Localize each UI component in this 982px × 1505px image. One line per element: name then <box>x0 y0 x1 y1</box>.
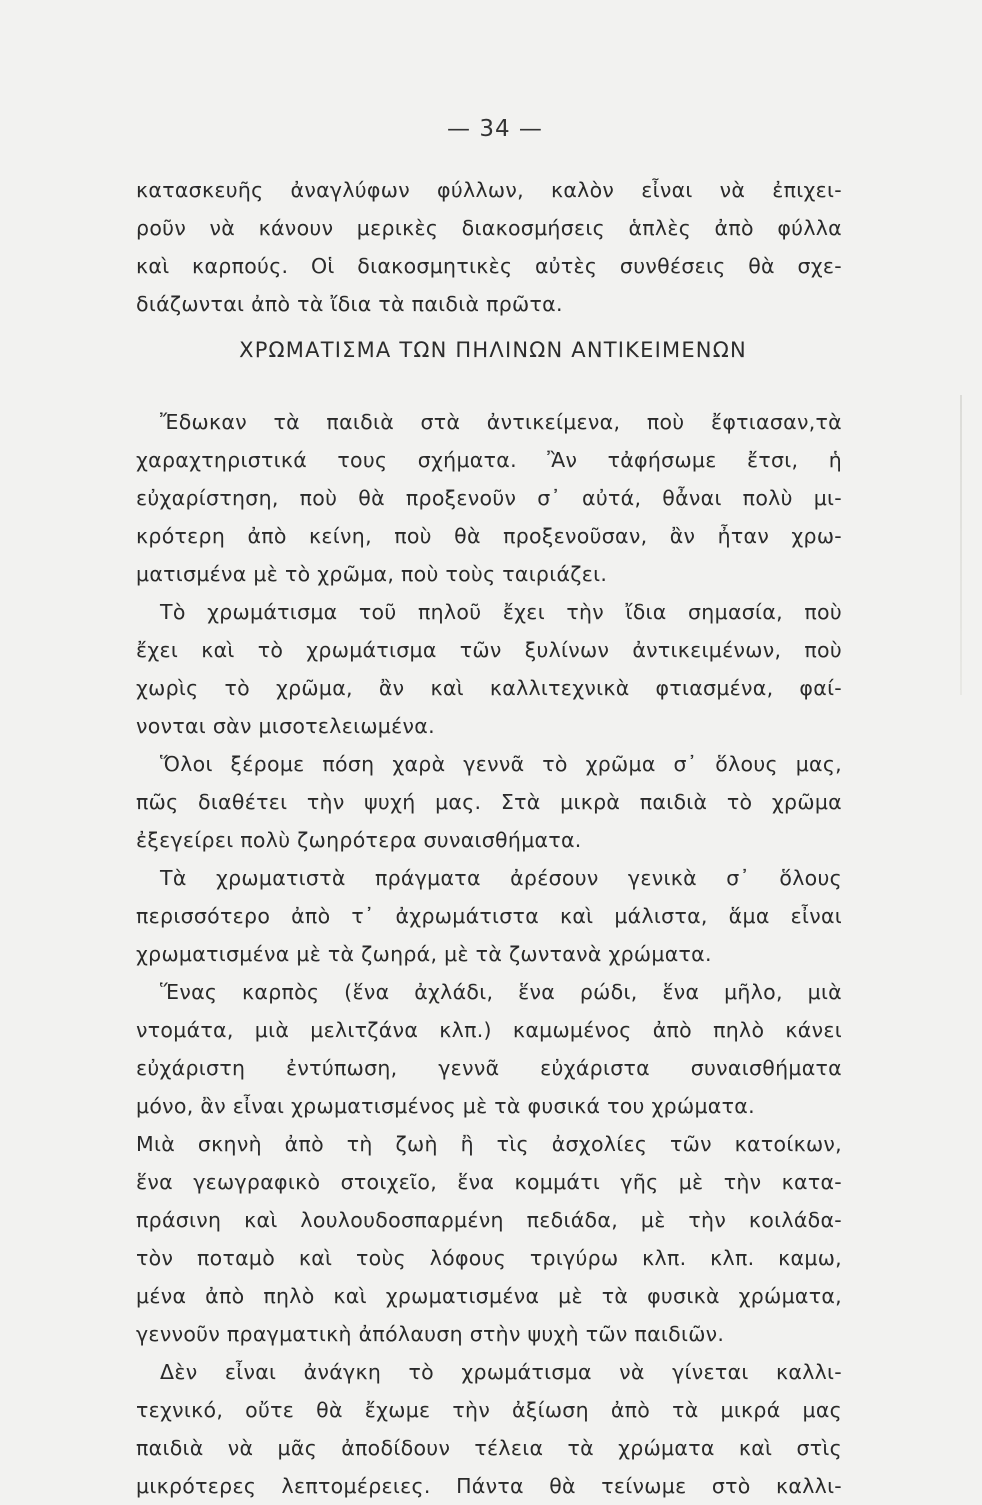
text-line: Ἔδωκαν τὰ παιδιὰ στὰ ἀντικείμενα, ποὺ ἔφτιασαν,τὰ <box>160 410 842 434</box>
text-line: Ὅλοι ξέρομε πόση χαρὰ γεννᾶ τὸ χρῶμα σ᾽ ὅλους μας, <box>160 752 842 776</box>
text-line: χαραχτηριστικά τους σχήματα. Ἂν τἀφήσωμε ἔτσι, ἡ <box>136 448 842 472</box>
text-line: ροῦν νὰ κάνουν μερικὲς διακοσμήσεις ἁπλὲς ἀπὸ φύλλα <box>136 216 842 240</box>
text-line: ἕνα γεωγραφικὸ στοιχεῖο, ἕνα κομμάτι γῆς μὲ τὴν κατα- <box>136 1170 842 1194</box>
text-line: Τὰ χρωματιστὰ πράγματα ἀρέσουν γενικὰ σ᾽ ὅλους <box>160 866 842 890</box>
text-line: διάζωνται ἀπὸ τὰ ἴδια τὰ παιδιὰ πρῶτα. <box>136 292 563 316</box>
page-edge-shadow <box>960 395 962 695</box>
text-line: ντομάτα, μιὰ μελιτζάνα κλπ.) καμωμένος ἀπὸ πηλὸ κάνει <box>136 1018 842 1042</box>
text-line: περισσότερο ἀπὸ τ᾽ ἀχρωμάτιστα καὶ μάλιστα, ἅμα εἶναι <box>136 904 842 928</box>
text-line: Τὸ χρωμάτισμα τοῦ πηλοῦ ἔχει τὴν ἴδια σημασία, ποὺ <box>160 600 842 624</box>
page-number: — 34 — <box>447 116 543 142</box>
text-line: γεννοῦν πραγματικὴ ἀπόλαυση στὴν ψυχὴ τῶν παιδιῶν. <box>136 1322 725 1346</box>
text-line: μικρότερες λεπτομέρειες. Πάντα θὰ τείνωμε στὸ καλλι- <box>136 1474 842 1498</box>
text-line: εὐχάριστη ἐντύπωση, γεννᾶ εὐχάριστα συναισθήματα <box>136 1056 842 1080</box>
text-line: ἔχει καὶ τὸ χρωμάτισμα τῶν ξυλίνων ἀντικειμένων, ποὺ <box>136 638 842 662</box>
text-line: τὸν ποταμὸ καὶ τοὺς λόφους τριγύρω κλπ. κλπ. καμω, <box>136 1246 842 1270</box>
text-line: εὐχαρίστηση, ποὺ θὰ προξενοῦν σ᾽ αὐτά, θἆναι πολὺ μι- <box>136 486 842 510</box>
text-line: κρότερη ἀπὸ κείνη, ποὺ θὰ προξενοῦσαν, ἂν ἦταν χρω- <box>136 524 842 548</box>
section-heading: ΧΡΩΜΑΤΙΣΜΑ ΤΩΝ ΠΗΛΙΝΩΝ ΑΝΤΙΚΕΙΜΕΝΩΝ <box>239 338 747 362</box>
text-line: ἐξεγείρει πολὺ ζωηρότερα συναισθήματα. <box>136 828 582 852</box>
text-line: τεχνικό, οὔτε θὰ ἔχωμε τὴν ἀξίωση ἀπὸ τὰ μικρά μας <box>136 1398 842 1422</box>
intro-paragraph <box>136 171 842 323</box>
text-line: χωρὶς τὸ χρῶμα, ἂν καὶ καλλιτεχνικὰ φτιασμένα, φαί- <box>136 676 842 700</box>
text-line: καὶ καρπούς. Οἱ διακοσμητικὲς αὐτὲς συνθέσεις θὰ σχε- <box>136 254 842 278</box>
text-line: χρωματισμένα μὲ τὰ ζωηρά, μὲ τὰ ζωντανὰ χρώματα. <box>136 942 712 966</box>
text-line: παιδιὰ νὰ μᾶς ἀποδίδουν τέλεια τὰ χρώματα καὶ στὶς <box>136 1436 842 1460</box>
text-line: νονται σὰν μισοτελειωμένα. <box>136 714 435 738</box>
text-line: Ἕνας καρπὸς (ἕνα ἀχλάδι, ἕνα ρώδι, ἕνα μῆλο, μιὰ <box>160 980 842 1004</box>
text-line: κατασκευῆς ἀναγλύφων φύλλων, καλὸν εἶναι νὰ ἐπιχει- <box>136 178 842 202</box>
text-line: Δὲν εἶναι ἀνάγκη τὸ χρωμάτισμα νὰ γίνεται καλλι- <box>160 1360 842 1384</box>
text-line: μένα ἀπὸ πηλὸ καὶ χρωματισμένα μὲ τὰ φυσικὰ χρώματα, <box>136 1284 842 1308</box>
text-line: ματισμένα μὲ τὸ χρῶμα, ποὺ τοὺς ταιριάζει. <box>136 562 608 586</box>
text-line: πράσινη καὶ λουλουδοσπαρμένη πεδιάδα, μὲ τὴν κοιλάδα- <box>136 1208 842 1232</box>
text-line: πῶς διαθέτει τὴν ψυχή μας. Στὰ μικρὰ παιδιὰ τὸ χρῶμα <box>136 790 842 814</box>
text-line: μόνο, ἂν εἶναι χρωματισμένος μὲ τὰ φυσικά του χρώματα. <box>136 1094 755 1118</box>
text-line: Μιὰ σκηνὴ ἀπὸ τὴ ζωὴ ἢ τὶς ἀσχολίες τῶν κατοίκων, <box>136 1132 842 1156</box>
section-body <box>136 403 842 1505</box>
